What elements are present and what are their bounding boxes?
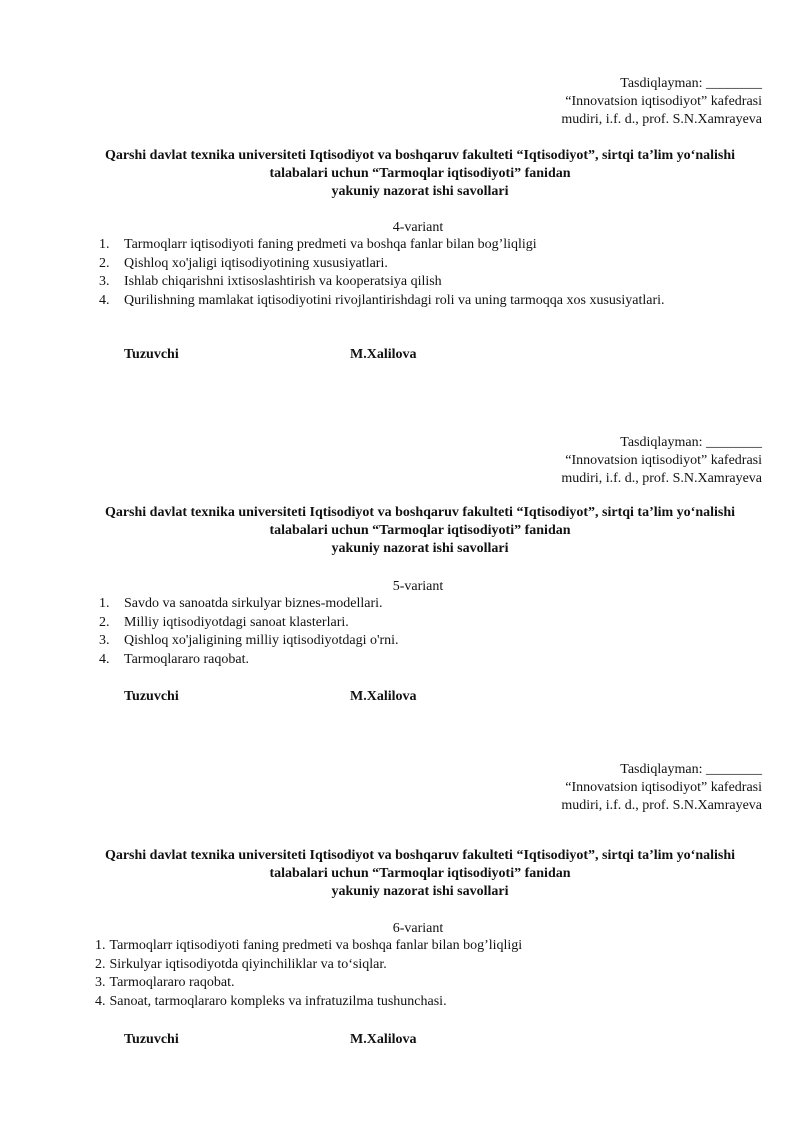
question-number: 3. bbox=[99, 633, 110, 648]
question-number: 1. bbox=[99, 596, 110, 611]
question-number: 4. bbox=[95, 993, 106, 1009]
heading-line-1: Qarshi davlat texnika universiteti Iqtisodiyot va boshqaruv fakulteti “Iqtisodiyot”, sirtqi ta’lim yo‘nalishi bbox=[104, 848, 736, 863]
question-text: Savdo va sanoatda sirkulyar biznes-modellari. bbox=[124, 596, 383, 611]
approval-department: “Innovatsion iqtisodiyot” kafedrasi bbox=[565, 780, 762, 795]
question-number: 1. bbox=[99, 237, 110, 252]
question-item bbox=[95, 993, 522, 1012]
question-item bbox=[99, 292, 665, 311]
variant-label: 5-variant bbox=[392, 579, 444, 594]
question-item bbox=[95, 956, 522, 975]
question-number: 2. bbox=[95, 956, 106, 972]
question-item bbox=[95, 937, 522, 956]
heading-line-1: Qarshi davlat texnika universiteti Iqtisodiyot va boshqaruv fakulteti “Iqtisodiyot”, sirtqi ta’lim yo‘nalishi bbox=[104, 505, 736, 520]
question-number: 1. bbox=[95, 938, 106, 953]
question-item bbox=[99, 651, 399, 670]
heading-line-3: yakuniy nazorat ishi savollari bbox=[331, 184, 509, 199]
question-text: Qishloq xo'jaligi iqtisodiyotining xususiyatlari. bbox=[124, 255, 388, 271]
question-text: Milliy iqtisodiyotdagi sanoat klasterlari. bbox=[124, 614, 349, 630]
signature-name: M.Xalilova bbox=[350, 1032, 417, 1047]
signature-name: M.Xalilova bbox=[350, 347, 417, 362]
heading-line-1: Qarshi davlat texnika universiteti Iqtisodiyot va boshqaruv fakulteti “Iqtisodiyot”, sirtqi ta’lim yo‘nalishi bbox=[104, 148, 736, 163]
question-text: Sirkulyar iqtisodiyotda qiyinchiliklar va to‘siqlar. bbox=[109, 956, 387, 972]
question-item bbox=[99, 632, 399, 651]
approval-block bbox=[561, 434, 762, 488]
heading-line-3: yakuniy nazorat ishi savollari bbox=[331, 541, 509, 556]
question-number: 4. bbox=[99, 292, 110, 308]
heading-line-2: talabalari uchun “Tarmoqlar iqtisodiyoti” fanidan bbox=[269, 166, 571, 181]
approval-head: mudiri, i.f. d., prof. S.N.Xamrayeva bbox=[561, 471, 762, 486]
question-item bbox=[99, 236, 665, 255]
approval-line: Tasdiqlayman: ________ bbox=[620, 762, 762, 777]
approval-line: Tasdiqlayman: ________ bbox=[620, 76, 762, 91]
signature-name: M.Xalilova bbox=[350, 689, 417, 704]
question-item bbox=[99, 273, 665, 292]
variant-label: 6-variant bbox=[392, 921, 444, 936]
question-number: 3. bbox=[99, 274, 110, 289]
question-text: Sanoat, tarmoqlararo kompleks va infratuzilma tushunchasi. bbox=[109, 993, 447, 1009]
question-text: Qishloq xo'jaligining milliy iqtisodiyotdagi o'rni. bbox=[124, 633, 399, 648]
question-text: Tarmoqlararo raqobat. bbox=[109, 975, 235, 990]
approval-department: “Innovatsion iqtisodiyot” kafedrasi bbox=[565, 453, 762, 468]
question-number: 2. bbox=[99, 614, 110, 630]
question-item bbox=[99, 595, 399, 614]
document-heading bbox=[60, 147, 780, 201]
question-number: 2. bbox=[99, 255, 110, 271]
question-list bbox=[99, 236, 665, 310]
approval-line: Tasdiqlayman: ________ bbox=[620, 435, 762, 450]
heading-line-2: talabalari uchun “Tarmoqlar iqtisodiyoti” fanidan bbox=[269, 523, 571, 538]
heading-line-2: talabalari uchun “Tarmoqlar iqtisodiyoti” fanidan bbox=[269, 866, 571, 881]
document-heading bbox=[60, 504, 780, 558]
variant-label: 4-variant bbox=[392, 220, 444, 235]
question-text: Ishlab chiqarishni ixtisoslashtirish va kooperatsiya qilish bbox=[124, 274, 442, 289]
question-text: Tarmoqlarr iqtisodiyoti faning predmeti va boshqa fanlar bilan bog’liqligi bbox=[109, 938, 523, 953]
document-heading bbox=[60, 847, 780, 901]
signature-role: Tuzuvchi bbox=[124, 689, 179, 704]
approval-department: “Innovatsion iqtisodiyot” kafedrasi bbox=[565, 94, 762, 109]
signature-role: Tuzuvchi bbox=[124, 347, 179, 362]
signature-role: Tuzuvchi bbox=[124, 1032, 179, 1047]
question-number: 3. bbox=[95, 975, 106, 990]
question-text: Tarmoqlararo raqobat. bbox=[124, 651, 249, 667]
question-item bbox=[99, 614, 399, 633]
question-item bbox=[95, 974, 522, 993]
question-item bbox=[99, 255, 665, 274]
heading-line-3: yakuniy nazorat ishi savollari bbox=[331, 884, 509, 899]
approval-head: mudiri, i.f. d., prof. S.N.Xamrayeva bbox=[561, 112, 762, 127]
question-list bbox=[95, 937, 522, 1011]
question-text: Tarmoqlarr iqtisodiyoti faning predmeti va boshqa fanlar bilan bog’liqligi bbox=[124, 237, 537, 252]
question-number: 4. bbox=[99, 651, 110, 667]
approval-head: mudiri, i.f. d., prof. S.N.Xamrayeva bbox=[561, 798, 762, 813]
approval-block bbox=[561, 761, 762, 815]
question-list bbox=[99, 595, 399, 669]
question-text: Qurilishning mamlakat iqtisodiyotini rivojlantirishdagi roli va uning tarmoqqa xos xususiyatlari. bbox=[124, 292, 665, 308]
approval-block bbox=[561, 75, 762, 129]
